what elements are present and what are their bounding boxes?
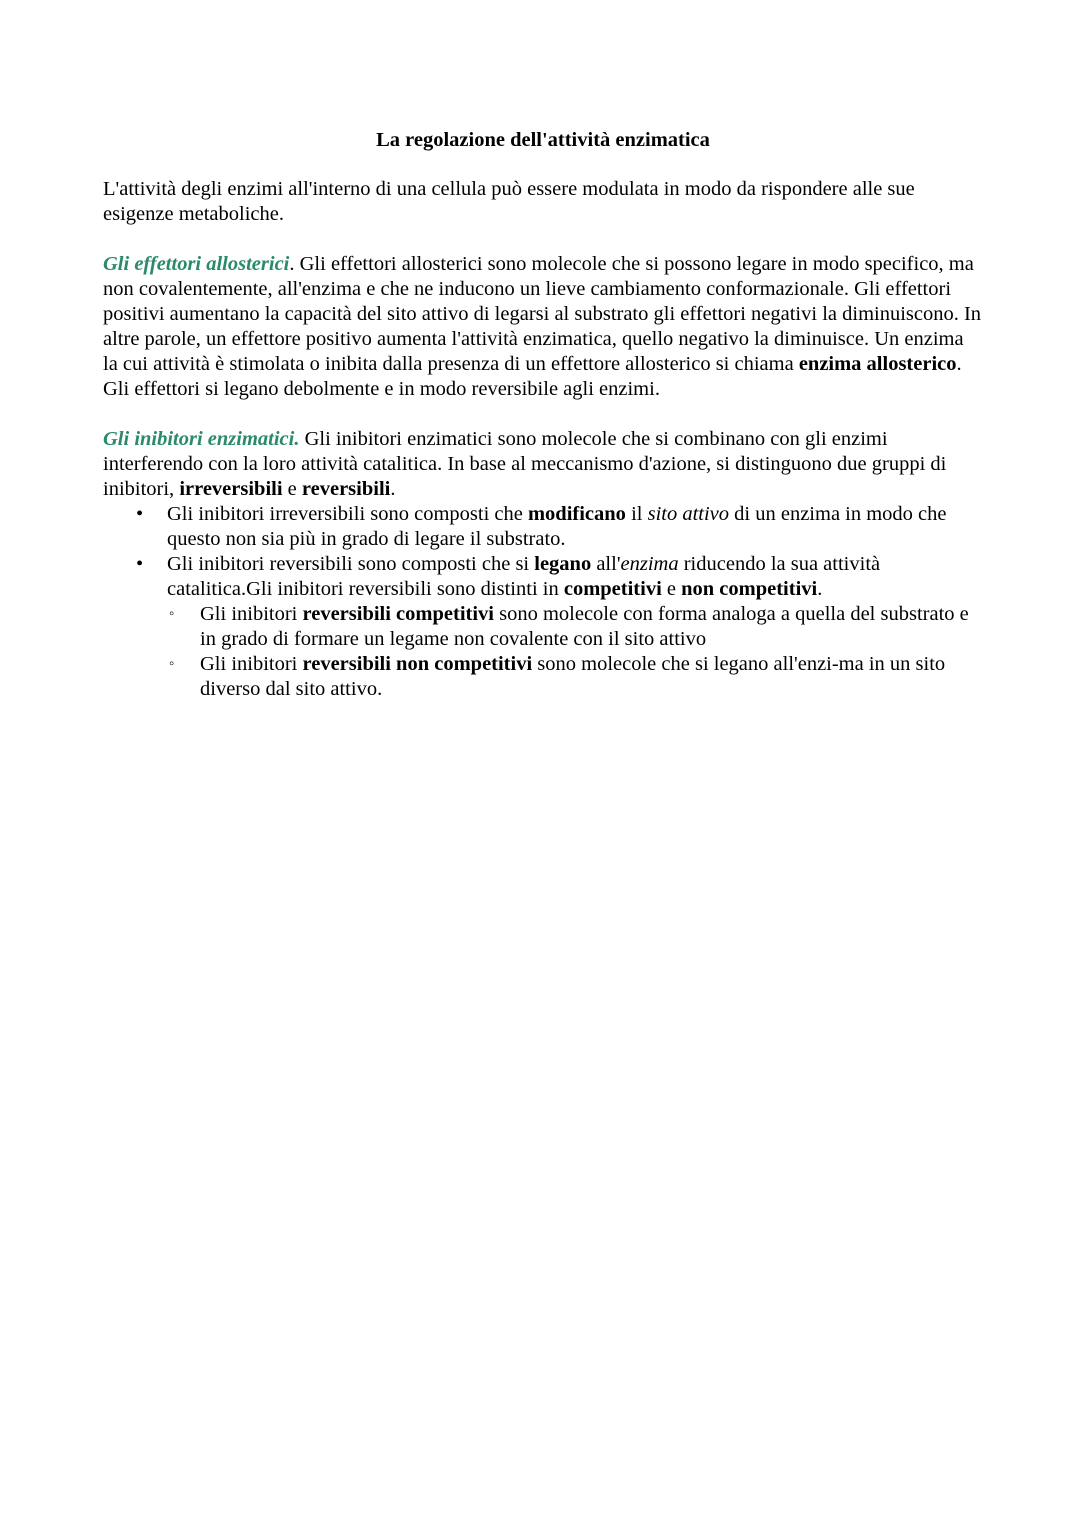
b2-text-1: Gli inibitori reversibili sono composti che si	[167, 553, 535, 575]
document-page	[103, 128, 983, 702]
inibitori-text-3: .	[390, 478, 396, 500]
sub2-text-1: Gli inibitori	[200, 653, 303, 675]
sub-bullet-icon: ◦	[169, 656, 175, 672]
sub1-text-1: Gli inibitori	[200, 603, 303, 625]
list-item-irreversibili	[103, 502, 983, 552]
b2-text-5: .	[817, 578, 823, 600]
b1-text-2: il	[625, 503, 648, 525]
b2-text-2: all'	[591, 553, 621, 575]
effettori-text-2: . Gli effettori si legano debolmente e in modo reversibile agli enzimi.	[103, 353, 962, 400]
sub2-text-2: sono molecole che si legano all'enzi-ma in un sito diverso dal sito attivo.	[200, 653, 946, 700]
b1-text-1: Gli inibitori irreversibili sono composti che	[167, 503, 528, 525]
enzima-term: enzima	[620, 553, 679, 575]
modificano-term: modificano	[527, 503, 626, 525]
competitivi-term: competitivi	[563, 578, 662, 600]
inibitori-list	[103, 502, 983, 702]
inibitori-section	[103, 427, 983, 702]
sublist-item-competitivi	[167, 602, 983, 652]
b1-text-3: di un enzima in modo che questo non sia più in grado di legare il substrato.	[167, 503, 947, 550]
reversibili-non-competitivi-term: reversibili non competitivi	[302, 653, 533, 675]
list-item-reversibili	[103, 552, 983, 702]
intro-paragraph	[103, 177, 983, 227]
reversibili-sublist	[167, 602, 983, 702]
reversibili-term: reversibili	[301, 478, 391, 500]
enzima-allosterico-term: enzima allosterico	[798, 353, 957, 375]
bullet-icon: •	[136, 553, 144, 575]
sito-attivo-term: sito attivo	[647, 503, 730, 525]
reversibili-competitivi-term: reversibili competitivi	[302, 603, 494, 625]
non-competitivi-term: non competitivi	[681, 578, 818, 600]
b2-text-4: e	[661, 578, 682, 600]
irreversibili-term: irreversibili	[179, 478, 283, 500]
effettori-paragraph	[103, 252, 983, 402]
inibitori-heading: Gli inibitori enzimatici.	[103, 428, 300, 450]
b2-text-3: riducendo la sua attività catalitica.Gli inibitori reversibili sono distinti in	[167, 553, 881, 600]
inibitori-paragraph	[103, 427, 983, 502]
inibitori-text-1: Gli inibitori enzimatici sono molecole che si combinano con gli enzimi interferendo con la loro attività catalitica. In base al meccanismo d'azione, si distinguono due gruppi di inibitori,	[103, 428, 947, 500]
bullet-icon: •	[136, 503, 144, 525]
sub-bullet-icon: ◦	[169, 606, 175, 622]
intro-text: L'attività degli enzimi all'interno di una cellula può essere modulata in modo da rispondere alle sue esigenze metaboliche.	[103, 178, 915, 225]
effettori-text-1: . Gli effettori allosterici sono molecole che si possono legare in modo specifico, ma non covalentemente, all'enzima e che ne inducono un lieve cambiamento conformazionale. Gli effettori positivi aumentano la capacità del sito attivo di legarsi al substrato gli effettori negativi la diminuiscono. In altre parole, un effettore positivo aumenta l'attività enzimatica, quello negativo la diminuisce. Un enzima la cui attività è stimolata o inibita dalla presenza di un effettore allosterico si chiama	[103, 253, 982, 375]
sub1-text-2: sono molecole con forma analoga a quella del substrato e in grado di formare un legame non covalente con il sito attivo	[200, 603, 969, 650]
page-title: La regolazione dell'attività enzimatica	[376, 129, 710, 151]
legano-term: legano	[534, 553, 592, 575]
effettori-heading: Gli effettori allosterici	[103, 253, 290, 275]
sublist-item-non-competitivi	[167, 652, 983, 702]
inibitori-text-2: e	[282, 478, 302, 500]
